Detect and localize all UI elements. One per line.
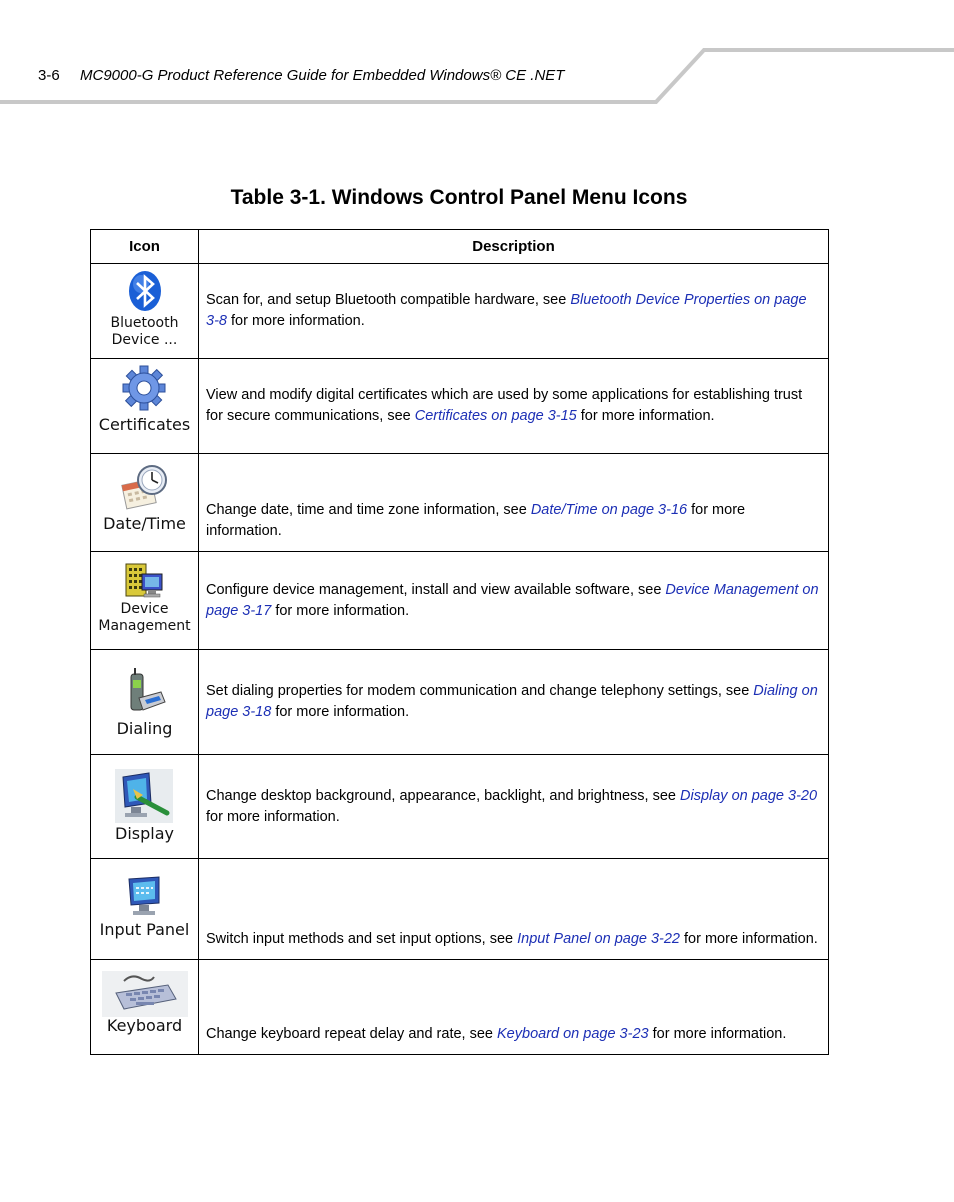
table-row bbox=[91, 859, 829, 960]
header-rule bbox=[0, 0, 954, 110]
description-text-end: for more information. bbox=[271, 704, 410, 720]
description-text: Switch input methods and set input options, see bbox=[206, 931, 518, 947]
description-cell bbox=[199, 264, 829, 359]
icon-cell bbox=[91, 264, 199, 359]
table-row bbox=[91, 552, 829, 650]
cross-reference-link[interactable]: Bluetooth Device Properties on page 3-8 bbox=[206, 292, 807, 329]
icon-label: Keyboard bbox=[106, 1016, 183, 1035]
cross-reference-link[interactable]: Date/Time on page 3-16 bbox=[530, 502, 688, 518]
column-header-description: Description bbox=[199, 230, 829, 264]
description-text-end: for more information. bbox=[206, 808, 340, 825]
description-text-end: for more information. bbox=[680, 931, 818, 947]
description-cell bbox=[199, 859, 829, 960]
cross-reference-link[interactable]: Keyboard on page 3-23 bbox=[497, 1026, 649, 1042]
description-text: Scan for, and setup Bluetooth compatible hardware, see bbox=[206, 292, 571, 308]
icon-cell bbox=[91, 650, 199, 755]
description-text: Change desktop background, appearance, backlight, and brightness, see bbox=[206, 787, 680, 804]
description-text: Change date, time and time zone information, see bbox=[206, 502, 531, 518]
date-time-clock-icon bbox=[103, 464, 186, 510]
cross-reference-link[interactable]: Input Panel on page 3-22 bbox=[517, 931, 680, 947]
document-title: MC9000-G Product Reference Guide for Embedded Windows® CE .NET bbox=[80, 67, 565, 84]
table-row bbox=[91, 650, 829, 755]
description-cell bbox=[199, 359, 829, 454]
device-management-icon bbox=[97, 560, 192, 600]
input-panel-icon bbox=[100, 875, 190, 919]
description-cell bbox=[199, 650, 829, 755]
icon-cell bbox=[91, 859, 199, 960]
icon-label: Dialing bbox=[116, 719, 173, 738]
icon-label: Device Management bbox=[98, 601, 191, 634]
description-cell bbox=[199, 454, 829, 552]
cross-reference-link[interactable]: Dialing on page 3-18 bbox=[206, 683, 818, 720]
display-monitor-icon bbox=[115, 769, 174, 823]
table-header-row bbox=[91, 230, 829, 264]
description-text: View and modify digital certificates which are used by some applications for establishing trust for secure communications, see bbox=[206, 387, 803, 424]
column-header-icon: Icon bbox=[91, 230, 199, 264]
table-title: Table 3-1. Windows Control Panel Menu Icons bbox=[230, 186, 688, 209]
cross-reference-link[interactable]: Certificates on page 3-15 bbox=[414, 408, 577, 424]
description-cell bbox=[199, 960, 829, 1055]
page-number: 3-6 bbox=[38, 67, 60, 84]
description-cell bbox=[199, 755, 829, 859]
description-text: Set dialing properties for modem communication and change telephony settings, see bbox=[206, 683, 754, 699]
bluetooth-icon bbox=[105, 269, 185, 313]
description-text-end: for more information. bbox=[226, 313, 365, 329]
icon-cell bbox=[91, 552, 199, 650]
table-row bbox=[91, 359, 829, 454]
description-text-end: for more information. bbox=[648, 1026, 787, 1042]
cross-reference-link[interactable]: Display on page 3-20 bbox=[680, 787, 818, 804]
description-text: Change keyboard repeat delay and rate, see bbox=[206, 1026, 498, 1042]
icon-cell bbox=[91, 359, 199, 454]
keyboard-icon bbox=[102, 971, 188, 1017]
icon-label: Display bbox=[115, 824, 174, 843]
description-text-end: for more information. bbox=[271, 602, 410, 619]
icon-label: Date/Time bbox=[103, 514, 186, 533]
description-text-end: for more information. bbox=[206, 502, 746, 539]
cross-reference-link[interactable]: Device Management on page 3-17 bbox=[206, 581, 819, 619]
table-row bbox=[91, 755, 829, 859]
table-row bbox=[91, 960, 829, 1055]
dialing-phone-icon bbox=[117, 668, 173, 716]
table-row bbox=[91, 454, 829, 552]
icon-label: Certificates bbox=[98, 415, 191, 434]
table-row bbox=[91, 264, 829, 359]
icon-cell bbox=[91, 454, 199, 552]
description-text-end: for more information. bbox=[576, 408, 715, 424]
icon-label: Bluetooth Device ... bbox=[110, 315, 179, 348]
description-cell bbox=[199, 552, 829, 650]
certificates-gear-icon bbox=[99, 364, 190, 412]
description-text: Configure device management, install and view available software, see bbox=[206, 581, 666, 598]
control-panel-icons-table bbox=[90, 229, 829, 1055]
icon-cell bbox=[91, 755, 199, 859]
icon-cell bbox=[91, 960, 199, 1055]
icon-label: Input Panel bbox=[99, 920, 190, 939]
